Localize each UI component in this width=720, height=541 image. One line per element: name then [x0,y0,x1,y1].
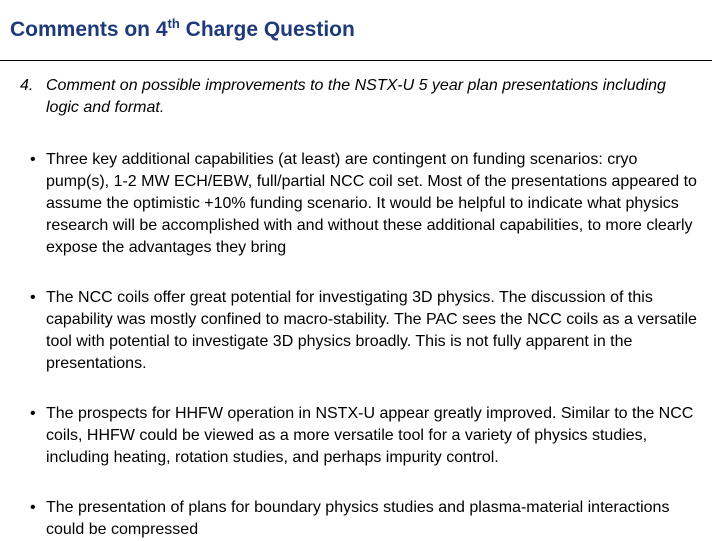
bullet-text-4: The presentation of plans for boundary physics studies and plasma-material interactions could be compressed [46,499,670,538]
bullet-item-2 [0,287,700,375]
bullet-item-3 [0,403,700,469]
title-divider [0,60,712,61]
bullet-marker: • [30,499,36,516]
bullet-marker: • [30,405,36,422]
bullet-item-1 [0,149,700,259]
question-item [0,75,700,119]
bullet-text-2: The NCC coils offer great potential for investigating 3D physics. The discussion of this capability was mostly confined to macro-stability. The PAC sees the NCC coils as a versatile tool with potential to investigate 3D physics broadly. This is not fully apparent in the presentations. [46,289,697,372]
title-superscript: th [167,16,180,31]
title-suffix: Charge Question [179,18,355,41]
bullet-item-4 [0,497,700,541]
question-text: Comment on possible improvements to the NSTX-U 5 year plan presentations including logic and format. [46,77,666,116]
bullet-marker: • [30,151,36,168]
question-number: 4. [20,77,34,94]
bullet-marker: • [30,289,36,306]
bullet-text-1: Three key additional capabilities (at least) are contingent on funding scenarios: cryo pump(s), 1-2 MW ECH/EBW, full/partial NCC coil set. Most of the presentations appeared to assume the optimistic +10% funding scenario. It would be helpful to indicate what physics research will be accomplished with and without these additional capabilities, to more clearly expose the advantages they bring [46,151,697,256]
title-prefix: Comments on 4 [10,18,168,41]
bullet-text-3: The prospects for HHFW operation in NSTX-U appear greatly improved. Similar to the NCC coils, HHFW could be viewed as a more versatile tool for a variety of physics studies, including heating, rotation studies, and perhaps impurity control. [46,405,694,466]
page-title [10,18,355,42]
